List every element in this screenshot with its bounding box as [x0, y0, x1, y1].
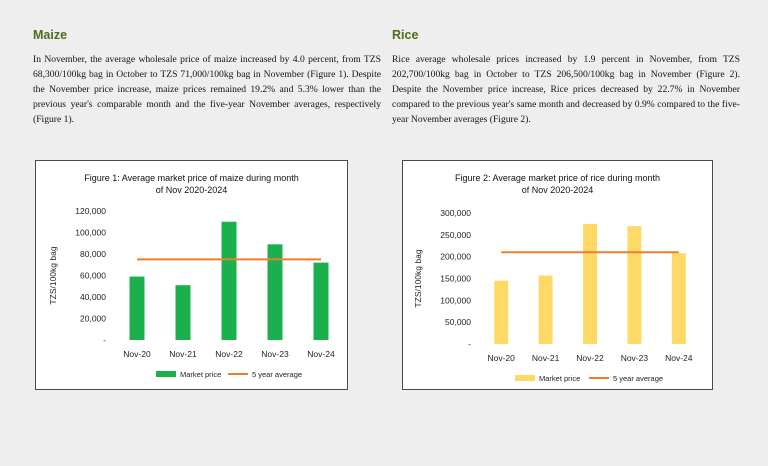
- y-tick-label: 120,000: [75, 206, 106, 216]
- x-tick-label: Nov-23: [620, 353, 649, 363]
- maize-heading: Maize: [33, 28, 68, 42]
- bar-market-price: [222, 222, 237, 340]
- maize-section: [33, 28, 381, 127]
- y-tick-label: 150,000: [440, 273, 471, 284]
- bar-market-price: [539, 275, 553, 344]
- bar-market-price: [130, 277, 145, 340]
- rice-chart-frame: [402, 160, 713, 390]
- rice-chart-title-line2: of Nov 2020-2024: [521, 185, 594, 195]
- y-tick-label: 80,000: [80, 249, 106, 259]
- rice-paragraph: Rice average wholesale prices increased by 1.9 percent in November, from TZS 202,700/100kg bag in October to TZS 206,500/100kg bag in November (Figure 2). Despite the November price increase, Rice prices decreased by 22.7% in November compared to the previous year's same month and decreased by 0.9% compared to the five-year November averages (Figure 2).: [392, 54, 740, 125]
- x-tick-label: Nov-24: [307, 349, 335, 359]
- x-tick-label: Nov-20: [123, 349, 151, 359]
- legend-label-market-price: Market price: [180, 370, 222, 379]
- bar-market-price: [672, 253, 686, 344]
- bar-market-price: [176, 285, 191, 340]
- maize-chart-frame: [35, 160, 348, 390]
- rice-section: [392, 28, 740, 127]
- legend-swatch-market-price: [156, 371, 176, 377]
- maize-chart: [36, 189, 346, 389]
- y-tick-label: 60,000: [80, 270, 106, 281]
- legend-label-5-year-average: 5 year average: [613, 374, 664, 383]
- x-tick-label: Nov-20: [487, 353, 515, 363]
- y-tick-label: 250,000: [440, 229, 471, 240]
- y-tick-label: -: [468, 339, 471, 349]
- legend-label-market-price: Market price: [539, 374, 581, 383]
- rice-heading: Rice: [392, 28, 419, 42]
- y-tick-label: 40,000: [80, 292, 106, 302]
- y-axis-label: TZS/100kg bag: [413, 249, 423, 308]
- y-tick-label: 50,000: [445, 317, 471, 328]
- maize-chart-title-line2: of Nov 2020-2024: [155, 185, 228, 195]
- y-tick-label: 20,000: [80, 313, 106, 324]
- x-tick-label: Nov-21: [169, 349, 197, 359]
- y-tick-label: 100,000: [75, 227, 106, 238]
- rice-chart-title-line1: Figure 2: Average market price of rice during month: [455, 173, 660, 183]
- y-tick-label: 100,000: [440, 295, 471, 306]
- maize-chart-title-line1: Figure 1: Average market price of maize during month: [84, 173, 299, 183]
- x-tick-label: Nov-23: [261, 349, 289, 359]
- x-tick-label: Nov-22: [576, 353, 604, 363]
- x-tick-label: Nov-21: [531, 353, 560, 363]
- x-tick-label: Nov-22: [215, 349, 243, 359]
- legend-label-5-year-average: 5 year average: [252, 370, 303, 379]
- y-axis-label: TZS/100kg bag: [48, 246, 58, 305]
- x-tick-label: Nov-24: [665, 353, 693, 363]
- y-tick-label: 200,000: [440, 251, 471, 262]
- rice-chart: [403, 189, 711, 389]
- legend-swatch-market-price: [515, 375, 535, 381]
- y-tick-label: 300,000: [440, 208, 471, 218]
- maize-paragraph: In November, the average wholesale price of maize increased by 4.0 percent, from TZS 68,300/100kg bag in October to TZS 71,000/100kg bag in November (Figure 1). Despite the November price increase, maize prices remained 19.2% and 5.3% lower than the previous year's comparable month and the five-year November averages, respectively (Figure 1).: [33, 54, 381, 125]
- y-tick-label: -: [103, 335, 106, 345]
- bar-market-price: [627, 226, 641, 344]
- bar-market-price: [494, 281, 508, 344]
- bar-market-price: [583, 224, 597, 344]
- bar-market-price: [314, 263, 329, 340]
